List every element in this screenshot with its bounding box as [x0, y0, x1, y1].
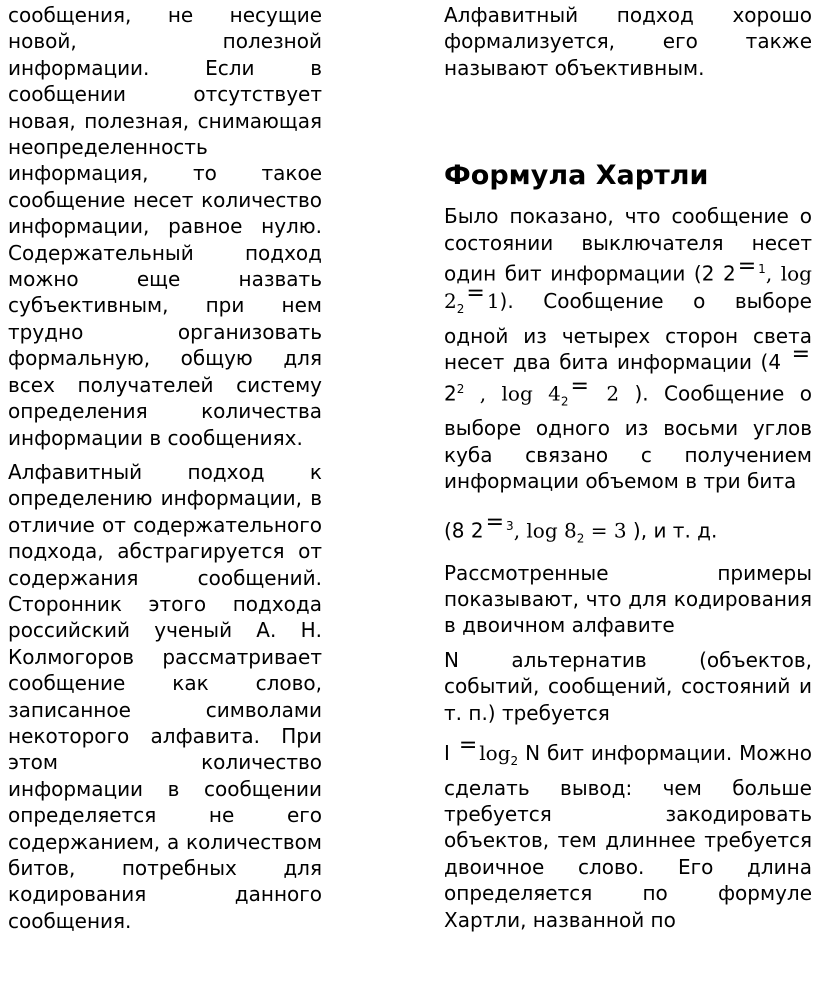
value: 2: [444, 381, 457, 406]
subscript: 2: [560, 394, 569, 409]
text-span: ). Сообщение о выборе одного из восьми углов куба связано с получением информации объемом в три бита: [444, 381, 812, 494]
alternatives-paragraph: N альтернатив (объектов, событий, сообщений, состояний и т. п.) требуется: [444, 647, 812, 725]
text-span: ). Сообщение о выборе одной из четырех сторон света несет два бита информации (4: [444, 289, 812, 374]
hartley-conclusion-paragraph: [444, 733, 812, 933]
left-paragraph-2: Алфавитный подход к определению информации, в отличие от содержательного подхода, абстрагируется от содержания сообщений. Сторонник этого подхода российский ученый А. Н. Колмогоров рассматривает сообщение как слово, записанное символами некоторого алфавита. При этом количество информации в сообщении определяется не его содержанием, а количеством битов, потребных для кодирования данного сообщения.: [8, 459, 322, 933]
right-column: [444, 0, 812, 933]
formula-line: [444, 510, 812, 552]
log-text: , log 4: [464, 381, 561, 406]
equals-sign: =: [485, 510, 505, 536]
log-base: 2: [444, 289, 457, 314]
value: 1: [486, 289, 500, 314]
value: = 3: [584, 518, 627, 543]
subscript: 2: [456, 302, 465, 317]
text-span: ), и т. д.: [626, 518, 718, 543]
log-text: , log 8: [513, 518, 577, 543]
left-column: [8, 0, 322, 934]
exponent: 3: [506, 518, 514, 533]
text-span: (8 2: [444, 518, 484, 543]
exponent: 1: [758, 262, 766, 277]
right-intro-paragraph: Алфавитный подход хорошо формализуется, его также называют объективным.: [444, 3, 812, 80]
log-text: log: [479, 741, 511, 766]
left-paragraph-1: сообщения, не несущие новой, полезной информации. Если в сообщении отсутствует новая, полезная, снимающая неопределенность информация, то такое сообщение несет количество информации, равное нулю. Содержательный подход можно еще назвать субъективным, при нем трудно организовать формальную, общую для всех получателей систему определения количества информации в сообщениях.: [8, 3, 322, 450]
subscript: 2: [576, 531, 585, 546]
equals-sign: =: [570, 373, 589, 399]
hartley-paragraph-1: [444, 203, 812, 494]
exponent: 2: [456, 382, 465, 397]
section-heading: Формула Хартли: [444, 160, 709, 192]
value: 2: [590, 381, 620, 406]
variable-i: I: [444, 741, 450, 766]
equals-sign: =: [458, 733, 478, 759]
subscript: 2: [510, 754, 519, 769]
log-text: , log: [765, 261, 812, 286]
equals-sign: =: [791, 341, 810, 367]
text-span: Было показано, что сообщение о состоянии выключателя несет один бит информации (2 2: [444, 204, 812, 286]
examples-paragraph: Рассмотренные примеры показывают, что для кодирования в двоичном алфавите: [444, 560, 812, 638]
equals-sign: =: [466, 281, 485, 307]
text-span: N бит информации. Можно сделать вывод: чем больше требуется закодировать объектов, тем длиннее требуется двоичное слово. Его длина определяется по формуле Хартли, названной по: [444, 741, 812, 932]
equals-sign: =: [737, 253, 757, 279]
